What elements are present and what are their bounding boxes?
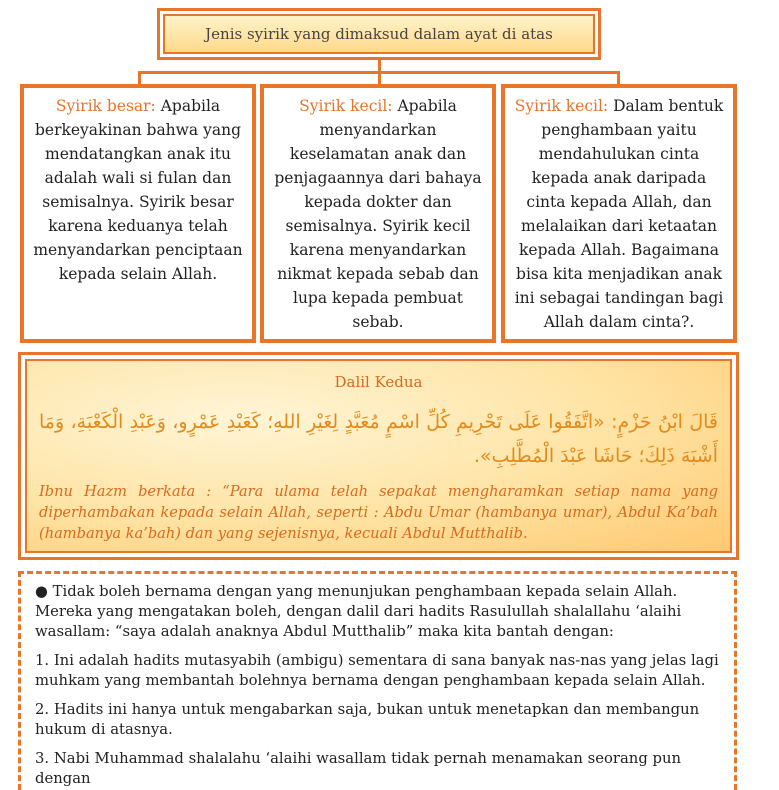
dalil-translation: Ibnu Hazm berkata : “Para ulama telah sepakat mengharamkan setiap nama yang diperhambakan kepada selain Allah, seperti : Abdu Umar (hambanya umar), Abdul Ka’bah (hambanya ka’bah) dan yang sejenisnya, kecuali Abdul Mutthalib. (39, 483, 718, 542)
notes-intro: ● Tidak boleh bernama dengan yang menunjukan penghambaan kepada selain Allah. Mereka yang mengatakan boleh, dengan dalil dari hadits Rasulullah shalallahu ‘alaihi wasallam: “saya adalah anaknya Abdul Mutthalib” maka kita bantah dengan: (35, 583, 682, 640)
card-syirik-kecil-1 (260, 84, 496, 343)
card-text: Apabila menyandarkan keselamatan anak dan penjagaannya dari bahaya kepada dokter dan semisalnya. Syirik kecil karena menyandarkan nikmat kepada sebab dan lupa kepada pembuat sebab. (274, 97, 482, 331)
card-label: Syirik kecil: (514, 97, 609, 115)
card-label: Syirik kecil: (299, 97, 393, 115)
notes-box (18, 571, 737, 790)
notes-item: 3. Nabi Muhammad shalalahu ‘alaihi wasallam tidak pernah menamakan seorang pun dengan (35, 750, 682, 787)
dalil-title: Dalil Kedua (334, 373, 423, 391)
diagram-title-box (157, 8, 601, 60)
card-label: Syirik besar: (55, 97, 156, 115)
diagram-title: Jenis syirik yang dimaksud dalam ayat di atas (163, 14, 595, 54)
dalil-box (18, 352, 739, 560)
card-text: Apabila berkeyakinan bahwa yang mendatangkan anak itu adalah wali si fulan dan semisalnya. Syirik besar karena keduanya telah menyandarkan penciptaan kepada selain Allah. (33, 97, 243, 283)
notes-item: 1. Ini adalah hadits mutasyabih (ambigu) sementara di sana banyak nas-nas yang jelas lagi muhkam yang membantah bolehnya bernama dengan penghambaan kepada selain Allah. (35, 652, 719, 689)
card-text: Dalam bentuk penghambaan yaitu mendahulukan cinta kepada anak daripada cinta kepada Allah, dan melalaikan dari ketaatan kepada Allah. Bagaimana bisa kita menjadikan anak ini sebagai tandingan bagi Allah dalam cinta?. (514, 97, 724, 331)
card-syirik-kecil-2 (501, 84, 737, 343)
arabic-quote: قَالَ ابْنُ حَزْمٍ: «اتَّفَقُوا عَلَى تَحْرِيمِ كُلِّ اسْمٍ مُعَبَّدٍ لِغَيْرِ اللهِ؛ كَعَبْدِ عَمْرٍو، وَعَبْدِ الْكَعْبَةِ، وَمَا أَشْبَهَ ذَلِكَ؛ حَاشَا عَبْدَ الْمُطَّلِبِ». (39, 411, 718, 467)
card-syirik-besar (20, 84, 256, 343)
notes-item: 2. Hadits ini hanya untuk mengabarkan saja, bukan untuk menetapkan dan membangun hukum di atasnya. (35, 701, 700, 738)
dalil-inner (25, 359, 732, 553)
